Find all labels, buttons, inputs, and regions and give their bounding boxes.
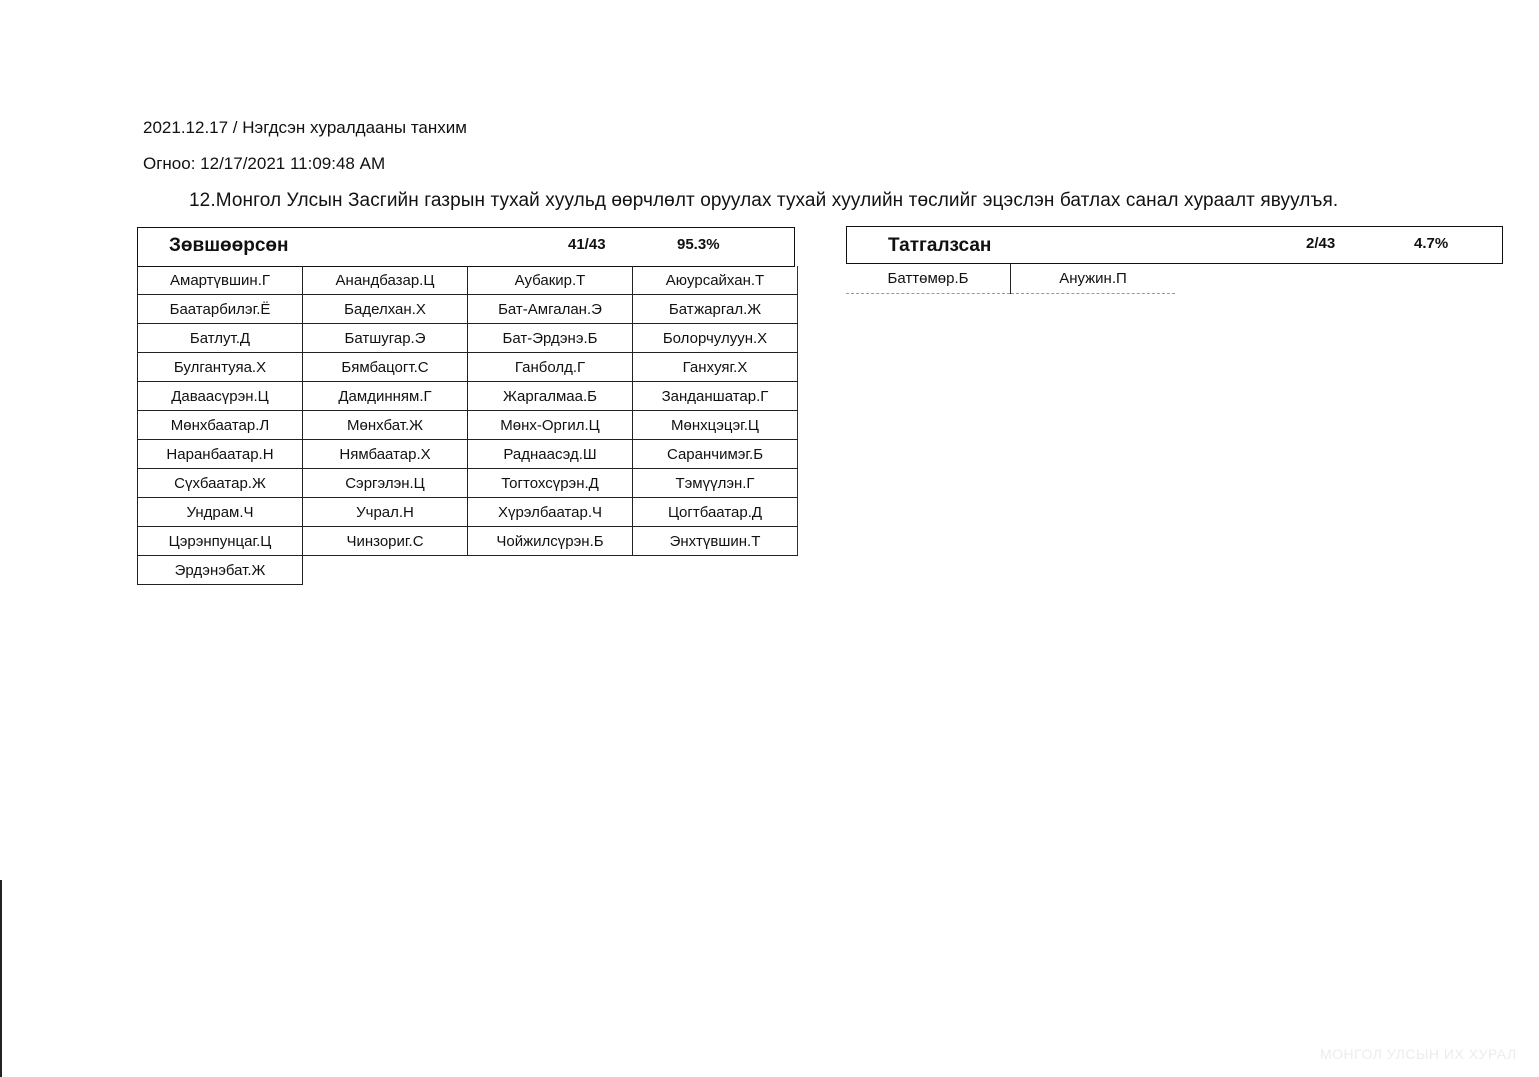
reject-percent: 4.7% (1414, 235, 1449, 252)
reject-header (846, 226, 1503, 264)
approve-header (137, 227, 795, 267)
name-cell: Батжаргал.Ж (633, 295, 798, 324)
date-line: Огноо: 12/17/2021 11:09:48 AM (143, 154, 386, 173)
table-row (138, 469, 798, 498)
name-cell: Ундрам.Ч (138, 498, 303, 527)
table-row (138, 411, 798, 440)
name-cell: Сүхбаатар.Ж (138, 469, 303, 498)
name-cell: Ганболд.Г (468, 353, 633, 382)
name-cell: Нямбаатар.Х (303, 440, 468, 469)
table-row (138, 440, 798, 469)
name-cell: Энхтүвшин.Т (633, 527, 798, 556)
table-row (138, 324, 798, 353)
name-cell: Эрдэнэбат.Ж (138, 556, 303, 585)
table-row (138, 556, 798, 585)
scan-edge-mark (0, 880, 2, 1077)
name-cell: Тогтохсүрэн.Д (468, 469, 633, 498)
name-cell: Хүрэлбаатар.Ч (468, 498, 633, 527)
name-cell: Мөнхбат.Ж (303, 411, 468, 440)
name-cell: Бат-Амгалан.Э (468, 295, 633, 324)
name-cell: Амартүвшин.Г (138, 266, 303, 295)
name-cell: Булгантуяа.Х (138, 353, 303, 382)
name-cell: Занданшатар.Г (633, 382, 798, 411)
name-cell: Ганхуяг.Х (633, 353, 798, 382)
name-cell: Сэргэлэн.Ц (303, 469, 468, 498)
name-cell (303, 556, 468, 585)
approve-names-table (137, 266, 798, 585)
name-cell (633, 556, 798, 585)
name-cell: Анандбазар.Ц (303, 266, 468, 295)
name-cell: Раднаасэд.Ш (468, 440, 633, 469)
name-cell: Анужин.П (1011, 264, 1176, 294)
name-cell: Бямбацогт.С (303, 353, 468, 382)
table-row (138, 382, 798, 411)
name-cell: Мөнхцэцэг.Ц (633, 411, 798, 440)
name-cell: Мөнх-Оргил.Ц (468, 411, 633, 440)
name-cell: Наранбаатар.Н (138, 440, 303, 469)
approve-count: 41/43 (568, 236, 606, 253)
name-cell: Цогтбаатар.Д (633, 498, 798, 527)
table-row (138, 527, 798, 556)
name-cell: Батлут.Д (138, 324, 303, 353)
table-row (138, 266, 798, 295)
name-cell: Аубакир.Т (468, 266, 633, 295)
name-cell: Аюурсайхан.Т (633, 266, 798, 295)
name-cell: Цэрэнпунцаг.Ц (138, 527, 303, 556)
name-cell: Жаргалмаа.Б (468, 382, 633, 411)
name-cell: Саранчимэг.Б (633, 440, 798, 469)
session-line: 2021.12.17 / Нэгдсэн хуралдааны танхим (143, 118, 467, 137)
name-cell: Даваасүрэн.Ц (138, 382, 303, 411)
table-row (138, 498, 798, 527)
approve-percent: 95.3% (677, 236, 720, 253)
name-cell: Мөнхбаатар.Л (138, 411, 303, 440)
table-row (138, 353, 798, 382)
name-cell: Чинзориг.С (303, 527, 468, 556)
name-cell: Батшугар.Э (303, 324, 468, 353)
name-cell: Баттөмөр.Б (846, 264, 1011, 294)
reject-names-table (846, 264, 1175, 294)
table-row (846, 264, 1175, 294)
motion-text: 12.Монгол Улсын Засгийн газрын тухай хуульд өөрчлөлт оруулах тухай хуулийн төслийг эцэслэн батлах санал хураалт явуулъя. (189, 190, 1339, 211)
name-cell: Чойжилсүрэн.Б (468, 527, 633, 556)
reject-count: 2/43 (1306, 235, 1336, 252)
name-cell: Дамдинням.Г (303, 382, 468, 411)
name-cell: Бат-Эрдэнэ.Б (468, 324, 633, 353)
watermark: МОНГОЛ УЛСЫН ИХ ХУРАЛ (1320, 1046, 1517, 1062)
name-cell: Баделхан.Х (303, 295, 468, 324)
name-cell (468, 556, 633, 585)
reject-title: Татгалзсан (888, 235, 992, 256)
name-cell: Болорчулуун.Х (633, 324, 798, 353)
name-cell: Тэмүүлэн.Г (633, 469, 798, 498)
approve-title: Зөвшөөрсөн (169, 235, 289, 256)
name-cell: Учрал.Н (303, 498, 468, 527)
name-cell: Баатарбилэг.Ё (138, 295, 303, 324)
table-row (138, 295, 798, 324)
